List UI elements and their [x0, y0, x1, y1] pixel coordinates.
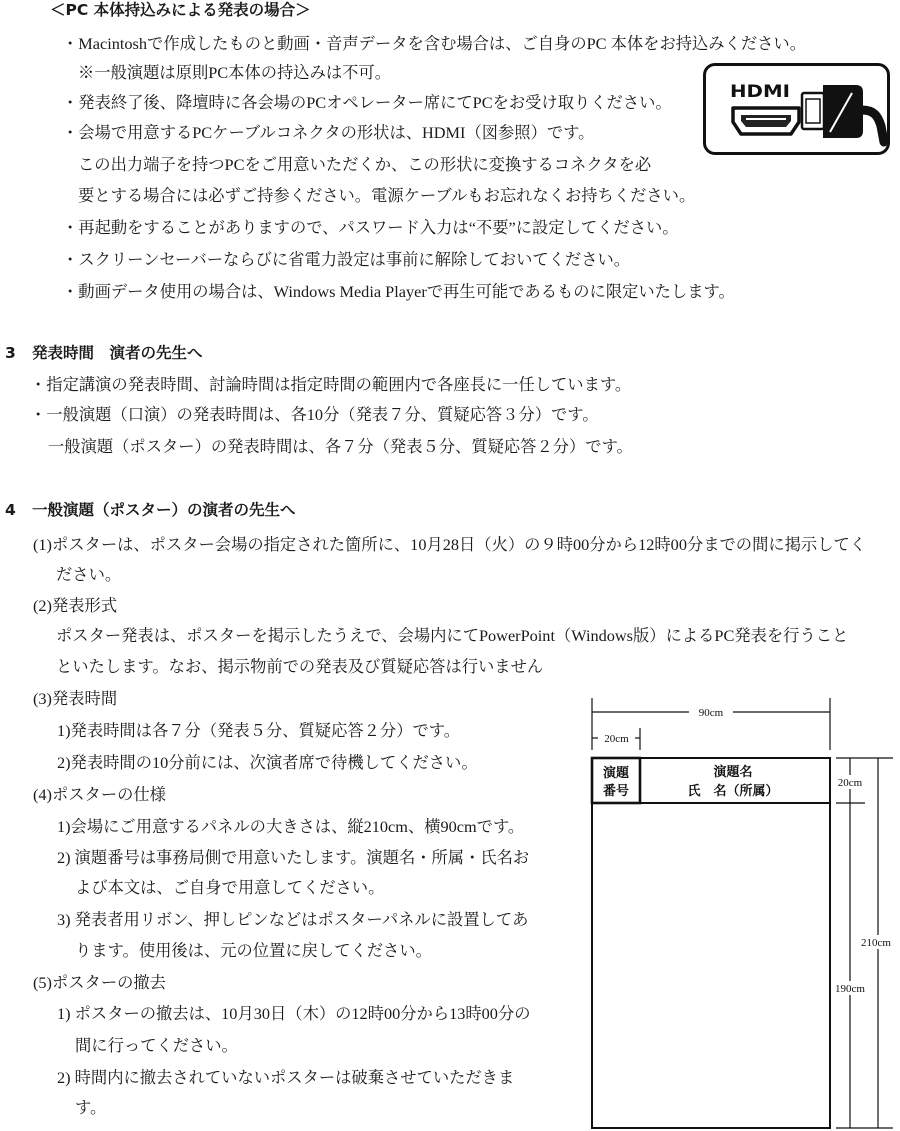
- number-cell-label-2: 番号: [602, 783, 630, 798]
- item-5-sub-1-cont: 間に行ってください。: [75, 1036, 238, 1055]
- item-5-heading: (5)ポスターの撤去: [33, 973, 166, 992]
- section-4-heading: [5, 495, 405, 526]
- item-1-line-cont: ださい。: [56, 565, 122, 584]
- section-3-line: ・指定講演の発表時間、討論時間は指定時間の範囲内で各座長に一任しています。: [30, 375, 632, 394]
- item-3-heading: (3)発表時間: [33, 689, 118, 708]
- section-number: 4: [5, 501, 16, 519]
- hdmi-figure: [703, 63, 890, 155]
- hdmi-illustration: [706, 66, 887, 152]
- plug-housing: [823, 85, 863, 138]
- item-3-sub-1: 1)発表時間は各７分（発表５分、質疑応答２分）です。: [57, 721, 461, 740]
- section-3-line: ・一般演題（口演）の発表時間は、各10分（発表７分、質疑応答３分）です。: [30, 405, 599, 424]
- item-4-sub-2: 2) 演題番号は事務局側で用意いたします。演題名・所属・氏名お: [57, 848, 530, 867]
- total-height-label: 210cm: [861, 937, 891, 949]
- item-5-sub-1: 1) ポスターの撤去は、10月30日（木）の12時00分から13時00分の: [57, 1004, 531, 1023]
- title-cell-label-1: 演題名: [713, 764, 753, 779]
- panel-height-dimensions: [834, 758, 893, 1128]
- item-4-sub-1: 1)会場にご用意するパネルの大きさは、縦210cm、横90cmです。: [57, 817, 525, 836]
- port-slot: [741, 115, 791, 127]
- item-1-line: (1)ポスターは、ポスター会場の指定された箇所に、10月28日（火）の９時00分から12時00分までの間に掲示してく: [33, 535, 867, 554]
- hdmi-logo-text: HDMI: [730, 82, 790, 102]
- number-cell-width-dimension: [592, 728, 640, 750]
- pc-line-connector-cont-2: 要とする場合には必ずご持参ください。電源ケーブルもお忘れなくお持ちください。: [78, 186, 696, 205]
- cable: [862, 110, 884, 142]
- number-cell-label-1: 演題: [602, 765, 630, 780]
- item-2-heading: (2)発表形式: [33, 596, 118, 615]
- hdmi-cable-connector-icon: [802, 85, 884, 142]
- item-4-sub-3-cont: ります。使用後は、元の位置に戻してください。: [75, 941, 432, 960]
- panel-width-label: 90cm: [698, 707, 724, 719]
- section-3-heading: [5, 338, 305, 369]
- port-pins: [746, 118, 786, 120]
- pc-line-return: ・発表終了後、降壇時に各会場のPCオペレーター席にてPCをお受け取りください。: [62, 93, 672, 112]
- section-number: 3: [5, 344, 16, 362]
- section-3-line: 一般演題（ポスター）の発表時間は、各７分（発表５分、質疑応答２分）です。: [48, 437, 633, 456]
- pc-line-screensaver: ・スクリーンセーバーならびに省電力設定は事前に解除しておいてください。: [62, 250, 631, 269]
- item-4-sub-2-cont: よび本文は、ご自身で用意してください。: [75, 878, 385, 897]
- pc-line-video: ・動画データ使用の場合は、Windows Media Playerで再生可能であるものに限定いたします。: [62, 282, 735, 301]
- item-5-sub-2-cont: す。: [75, 1098, 107, 1117]
- section-title: 一般演題（ポスター）の演者の先生へ: [32, 501, 296, 519]
- body-height-label: 190cm: [835, 983, 865, 995]
- item-4-heading: (4)ポスターの仕様: [33, 785, 166, 804]
- section-title: 発表時間 演者の先生へ: [32, 344, 203, 362]
- pc-section-heading: ＜PC 本体持込みによる発表の場合＞: [50, 1, 311, 19]
- hdmi-port-icon: [733, 108, 799, 134]
- item-4-sub-3: 3) 発表者用リボン、押しピンなどはポスターパネルに設置してあ: [57, 910, 529, 929]
- panel-outline: [592, 758, 830, 1128]
- item-3-sub-2: 2)発表時間の10分前には、次演者席で待機してください。: [57, 753, 478, 772]
- title-cell-label-2: 氏 名（所属）: [687, 783, 779, 798]
- header-height-label: 20cm: [837, 777, 863, 789]
- pc-line-note: ※一般演題は原則PC本体の持込みは不可。: [78, 63, 391, 82]
- item-2-line: ポスター発表は、ポスターを掲示したうえで、会場内にてPowerPoint（Windows版）によるPC発表を行うこと: [56, 626, 849, 645]
- pc-line-macintosh: ・Macintoshで作成したものと動画・音声データを含む場合は、ご自身のPC 本体をお持込みください。: [62, 34, 806, 53]
- number-cell-width-label: 20cm: [604, 733, 629, 745]
- pc-line-connector: ・会場で用意するPCケーブルコネクタの形状は、HDMI（図参照）です。: [62, 123, 595, 142]
- poster-panel-diagram: [585, 695, 900, 1131]
- item-5-sub-2: 2) 時間内に撤去されていないポスターは破棄させていただきま: [57, 1068, 515, 1087]
- pc-line-connector-cont-1: この出力端子を持つPCをご用意いただくか、この形状に変換するコネクタを必: [78, 155, 652, 174]
- pc-line-password: ・再起動をすることがありますので、パスワード入力は“不要”に設定してください。: [62, 218, 679, 237]
- item-2-line-cont: といたします。なお、掲示物前での発表及び質疑応答は行いません: [56, 657, 544, 676]
